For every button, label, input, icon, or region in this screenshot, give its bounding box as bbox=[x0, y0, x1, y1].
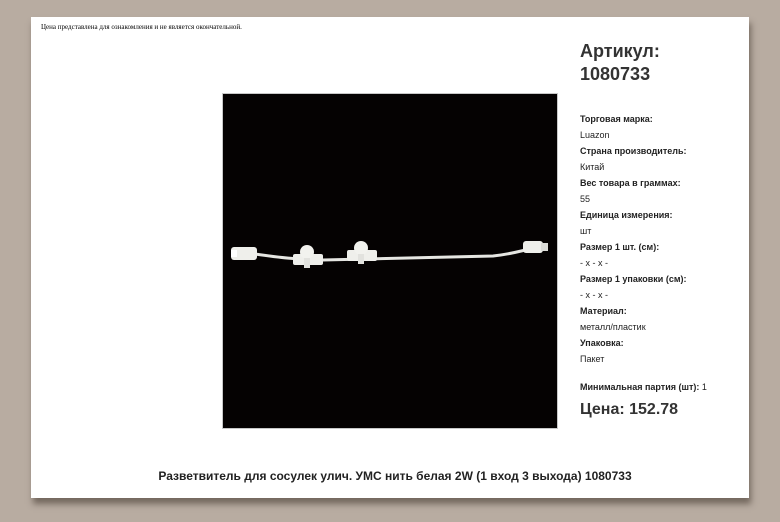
spec-key: Страна производитель: bbox=[580, 146, 687, 156]
spec-value: Китай bbox=[580, 162, 605, 172]
product-sheet bbox=[31, 17, 749, 498]
product-photo bbox=[222, 93, 558, 429]
spec-value: шт bbox=[580, 226, 592, 236]
spec-value: - x - x - bbox=[580, 290, 608, 300]
article-number: 1080733 bbox=[580, 64, 651, 84]
product-title: Разветвитель для сосулек улич. УМС нить белая 2W (1 вход 3 выхода) 1080733 bbox=[158, 469, 632, 483]
spec-key: Единица измерения: bbox=[580, 210, 673, 220]
min-batch bbox=[580, 382, 707, 392]
spec-key: Размер 1 шт. (см): bbox=[580, 242, 660, 252]
spec-value: металл/пластик bbox=[580, 322, 646, 332]
price-disclaimer: Цена представлена для ознакомления и не является окончательной. bbox=[41, 23, 242, 31]
spec-value: Luazon bbox=[580, 130, 610, 140]
spec-value: - x - x - bbox=[580, 258, 608, 268]
spec-key: Размер 1 упаковки (см): bbox=[580, 274, 687, 284]
splitter-cable-image bbox=[223, 94, 557, 428]
spec-key: Материал: bbox=[580, 306, 627, 316]
spec-list bbox=[580, 111, 745, 367]
spec-key: Торговая марка: bbox=[580, 114, 653, 124]
min-batch-label: Минимальная партия (шт): bbox=[580, 382, 700, 392]
spec-key: Вес товара в граммах: bbox=[580, 178, 681, 188]
spec-value: Пакет bbox=[580, 354, 605, 364]
min-batch-value: 1 bbox=[701, 382, 707, 392]
spec-key: Упаковка: bbox=[580, 338, 624, 348]
price: Цена: 152.78 bbox=[580, 401, 679, 418]
spec-value: 55 bbox=[580, 194, 591, 204]
article-label: Артикул: bbox=[580, 41, 660, 61]
